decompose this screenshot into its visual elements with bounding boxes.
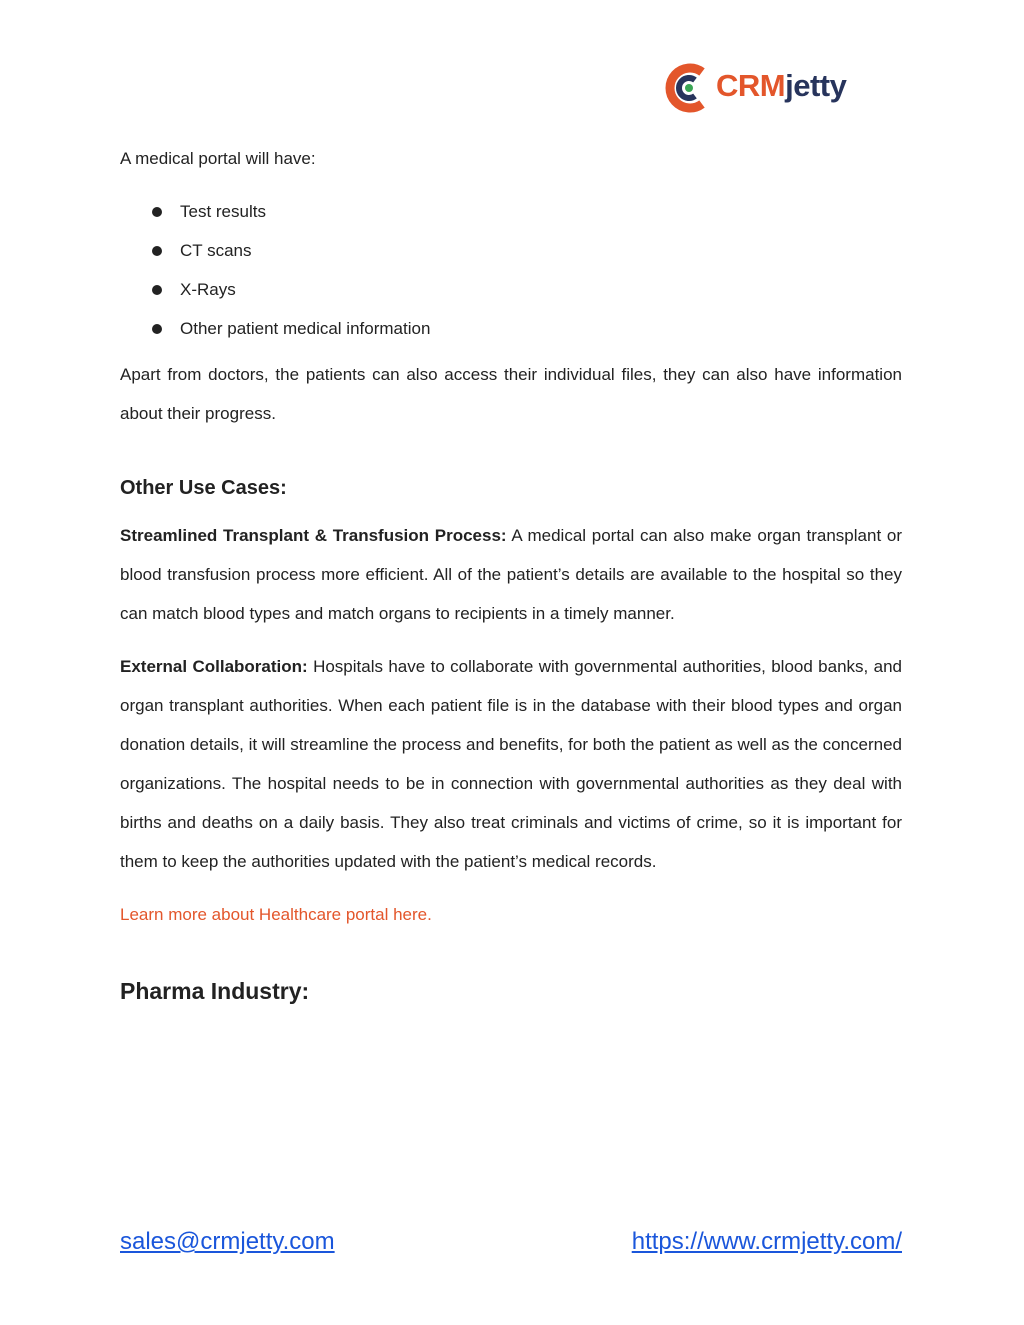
document-body	[120, 139, 902, 1011]
email-link[interactable]: sales@crmjetty.com	[120, 1228, 335, 1255]
use-case-collaboration	[120, 647, 902, 881]
list-item-text: X-Rays	[180, 280, 236, 299]
list-item-text: Other patient medical information	[180, 319, 431, 338]
website-link[interactable]: https://www.crmjetty.com/	[631, 1228, 902, 1255]
bullet-icon	[152, 207, 162, 217]
section-heading-other-use-cases: Other Use Cases:	[120, 477, 287, 499]
healthcare-portal-link[interactable]: Learn more about Healthcare portal here.	[120, 905, 432, 924]
bullet-icon	[152, 324, 162, 334]
list-item-text: Test results	[180, 202, 266, 221]
logo-wordmark	[716, 68, 846, 104]
bullet-icon	[152, 285, 162, 295]
crmjetty-logo	[664, 60, 874, 116]
list-item	[120, 192, 902, 231]
use-case-transplant	[120, 516, 902, 633]
list-item	[120, 270, 902, 309]
section-heading-pharma: Pharma Industry:	[120, 978, 310, 1004]
bullet-icon	[152, 246, 162, 256]
use-case-label: External Collaboration:	[120, 657, 308, 676]
use-case-text: A medical portal can also make organ transplant or blood transfusion process more efficient. All of the patient’s details are available to the hospital so they can match blood types and match organs to recipients in a timely manner.	[120, 526, 902, 623]
logo-crm-text: CRM	[716, 68, 786, 103]
logo-c-icon	[664, 60, 712, 116]
list-item	[120, 231, 902, 270]
list-item	[120, 309, 902, 348]
use-case-label: Streamlined Transplant & Transfusion Process:	[120, 526, 507, 545]
intro-text: A medical portal will have:	[120, 149, 316, 168]
use-case-text: Hospitals have to collaborate with governmental authorities, blood banks, and organ transplant authorities. When each patient file is in the database with their blood types and organ donation details, it will streamline the process and benefits, for both the patient as well as the concerned organizations. The hospital needs to be in connection with governmental authorities as they deal with births and deaths on a daily basis. They also treat criminals and victims of crime, so it is important for them to keep the authorities updated with the patient’s medical records.	[120, 657, 903, 871]
list-item-text: CT scans	[180, 241, 252, 260]
feature-list	[120, 192, 902, 348]
paragraph: Apart from doctors, the patients can also access their individual files, they can also have information about their progress.	[120, 365, 902, 423]
logo-jetty-text: jetty	[785, 68, 847, 103]
